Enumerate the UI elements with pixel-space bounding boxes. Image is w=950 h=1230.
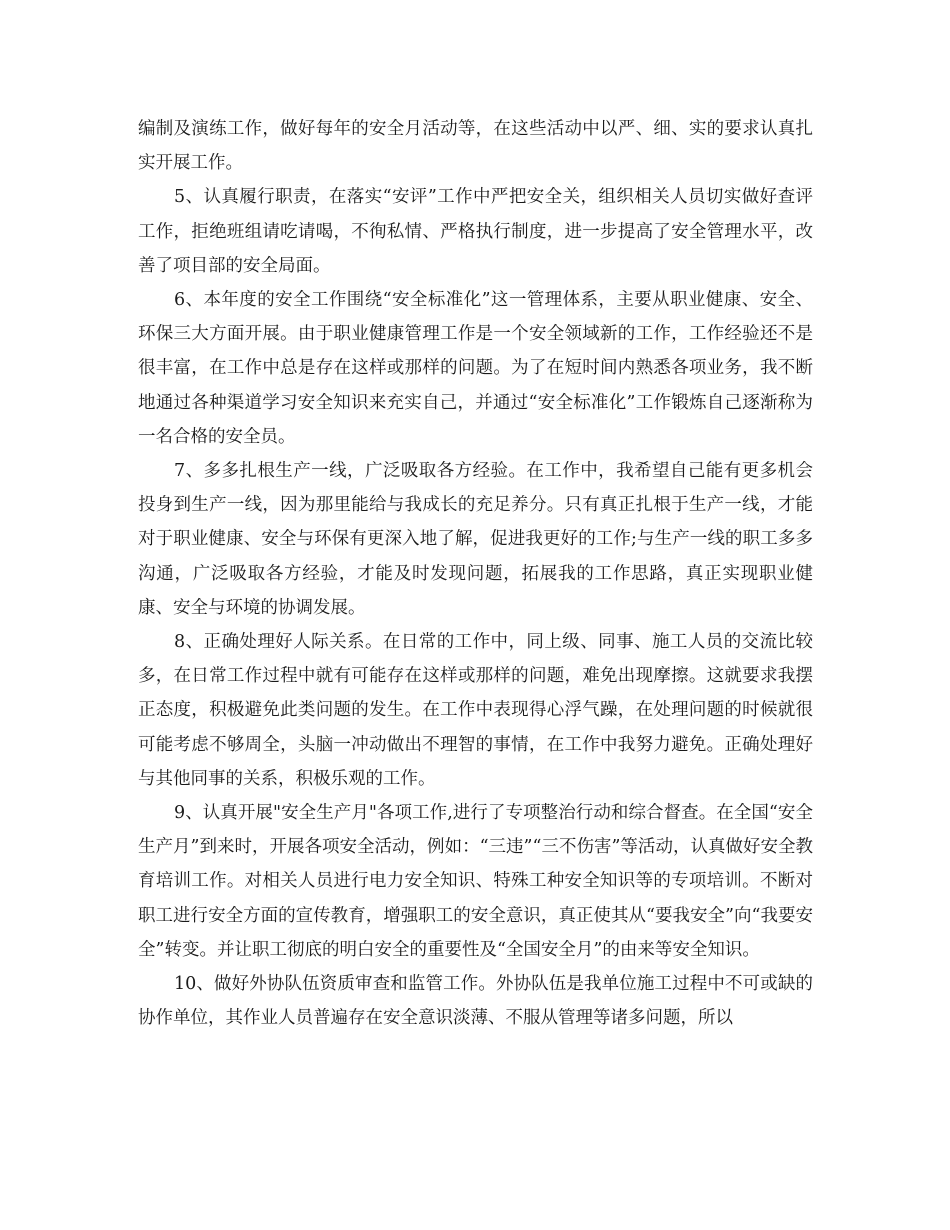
- paragraph-item-10: 10、做好外协队伍资质审查和监管工作。外协队伍是我单位施工过程中不可或缺的协作单位，其作业人员普遍存在安全意识淡薄、不服从管理等诸多问题，所以: [138, 974, 813, 1029]
- paragraph-item-8: 8、正确处理好人际关系。在日常的工作中，同上级、同事、施工人员的交流比较多，在日常工作过程中就有可能存在这样或那样的问题，难免出现摩擦。这就要求我摆正态度，积极避免此类问题的发生。在工作中表现得心浮气躁，在处理问题的时候就很可能考虑不够周全，头脑一冲动做出不理智的事情，在工作中我努力避免。正确处理好与其他同事的关系，积极乐观的工作。: [138, 632, 813, 789]
- document-page: [138, 112, 813, 1035]
- paragraph-continuation: 编制及演练工作，做好每年的安全月活动等，在这些活动中以严、细、实的要求认真扎实开展工作。: [138, 119, 813, 174]
- paragraph-item-5: 5、认真履行职责，在落实“安评”工作中严把安全关，组织相关人员切实做好查评工作，拒绝班组请吃请喝，不徇私情、严格执行制度，进一步提高了安全管理水平，改善了项目部的安全局面。: [138, 187, 813, 276]
- paragraph-item-6: 6、本年度的安全工作围绕“安全标准化”这一管理体系，主要从职业健康、安全、环保三大方面开展。由于职业健康管理工作是一个安全领域新的工作，工作经验还不是很丰富，在工作中总是存在这样或那样的问题。为了在短时间内熟悉各项业务，我不断地通过各种渠道学习安全知识来充实自己，并通过“安全标准化”工作锻炼自己逐渐称为一名合格的安全员。: [138, 290, 813, 447]
- paragraph-item-9: 9、认真开展"安全生产月"各项工作,进行了专项整治行动和综合督查。在全国“安全生产月”到来时，开展各项安全活动，例如：“三违”“三不伤害”等活动，认真做好安全教育培训工作。对相关人员进行电力安全知识、特殊工种安全知识等的专项培训。不断对职工进行安全方面的宣传教育，增强职工的安全意识，真正使其从“要我安全”向“我要安全”转变。并让职工彻底的明白安全的重要性及“全国安全月”的由来等安全知识。: [138, 803, 813, 960]
- paragraph-item-7: 7、多多扎根生产一线，广泛吸取各方经验。在工作中，我希望自己能有更多机会投身到生产一线，因为那里能给与我成长的充足养分。只有真正扎根于生产一线，才能对于职业健康、安全与环保有更深入地了解，促进我更好的工作;与生产一线的职工多多沟通，广泛吸取各方经验，才能及时发现问题，拓展我的工作思路，真正实现职业健康、安全与环境的协调发展。: [138, 461, 813, 618]
